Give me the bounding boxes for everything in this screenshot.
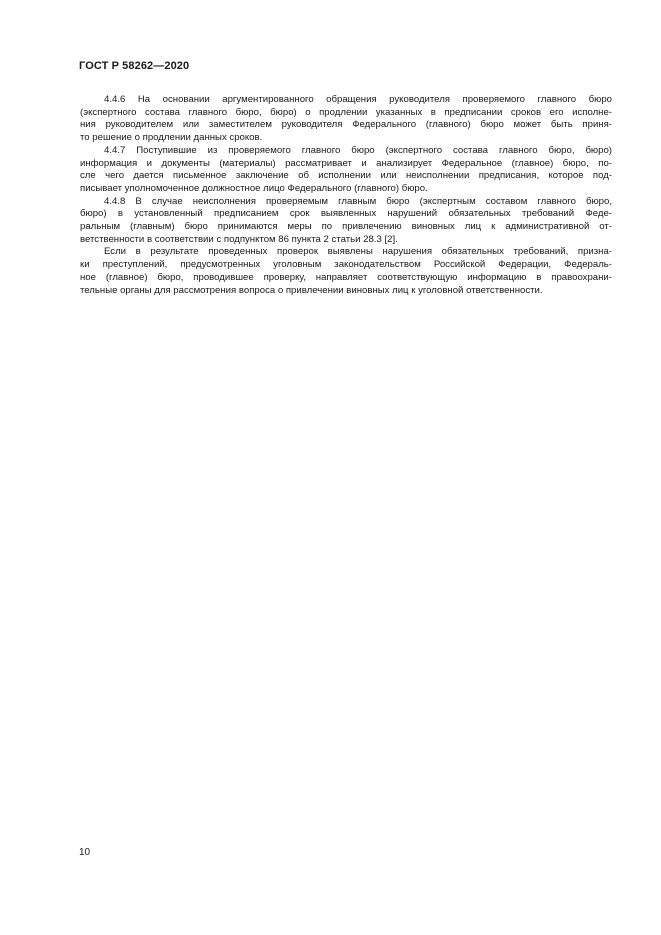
text-line: ральным (главным) бюро принимаются меры по привлечению виновных лиц к административной от- (80, 221, 612, 233)
text-line: 4.4.8 В случае неисполнения проверяемым главным бюро (экспертным составом главного бюро, (104, 195, 612, 207)
text-line: (экспертного состава главного бюро, бюро) о продлении указанных в предписании сроков его исполне- (80, 106, 612, 118)
text-line: 4.4.7 Поступившие из проверяемого главного бюро (экспертного состава главного бюро, бюро) (104, 144, 612, 156)
text-line: 4.4.6 На основании аргументированного обращения руководителя проверяемого главного бюро (104, 94, 612, 105)
text-line: бюро) в установленный предписанием срок выявленных нарушений обязательных требований Феде- (80, 208, 612, 220)
paragraph-4-4-7 (80, 145, 612, 196)
text-line: ния руководителем или заместителем руководителя Федерального (главного) бюро может быть приня- (80, 119, 612, 131)
standard-code-header: ГОСТ Р 58262—2020 (79, 60, 190, 72)
paragraph-criminal-liability (80, 246, 612, 297)
text-line: информация и документы (материалы) рассматривает и анализирует Федеральное (главное) бюро, по- (80, 157, 612, 169)
text-line: писывает уполномоченное должностное лицо Федерального (главного) бюро. (80, 182, 428, 194)
document-body (80, 94, 612, 297)
text-line: ное (главное) бюро, проводившее проверку, направляет соответствующую информацию в правоохрани- (80, 271, 612, 283)
paragraph-4-4-6 (80, 94, 612, 145)
text-line: сле чего дается письменное заключение об исполнении или неисполнении предписания, которое под- (80, 170, 612, 182)
text-line: ветственности в соответствии с подпунктом 86 пункта 2 статьи 28.3 [2]. (80, 233, 398, 245)
text-line: тельные органы для рассмотрения вопроса о привлечении виновных лиц к уголовной ответственности. (80, 284, 543, 296)
page-number: 10 (79, 847, 91, 858)
text-line: Если в результате проведенных проверок выявлены нарушения обязательных требований, призна- (104, 246, 612, 258)
text-line: ки преступлений, предусмотренных уголовным законодательством Российской Федерации, Федераль- (80, 259, 612, 271)
text-line: то решение о продлении данных сроков. (80, 132, 263, 144)
paragraph-4-4-8 (80, 196, 612, 247)
